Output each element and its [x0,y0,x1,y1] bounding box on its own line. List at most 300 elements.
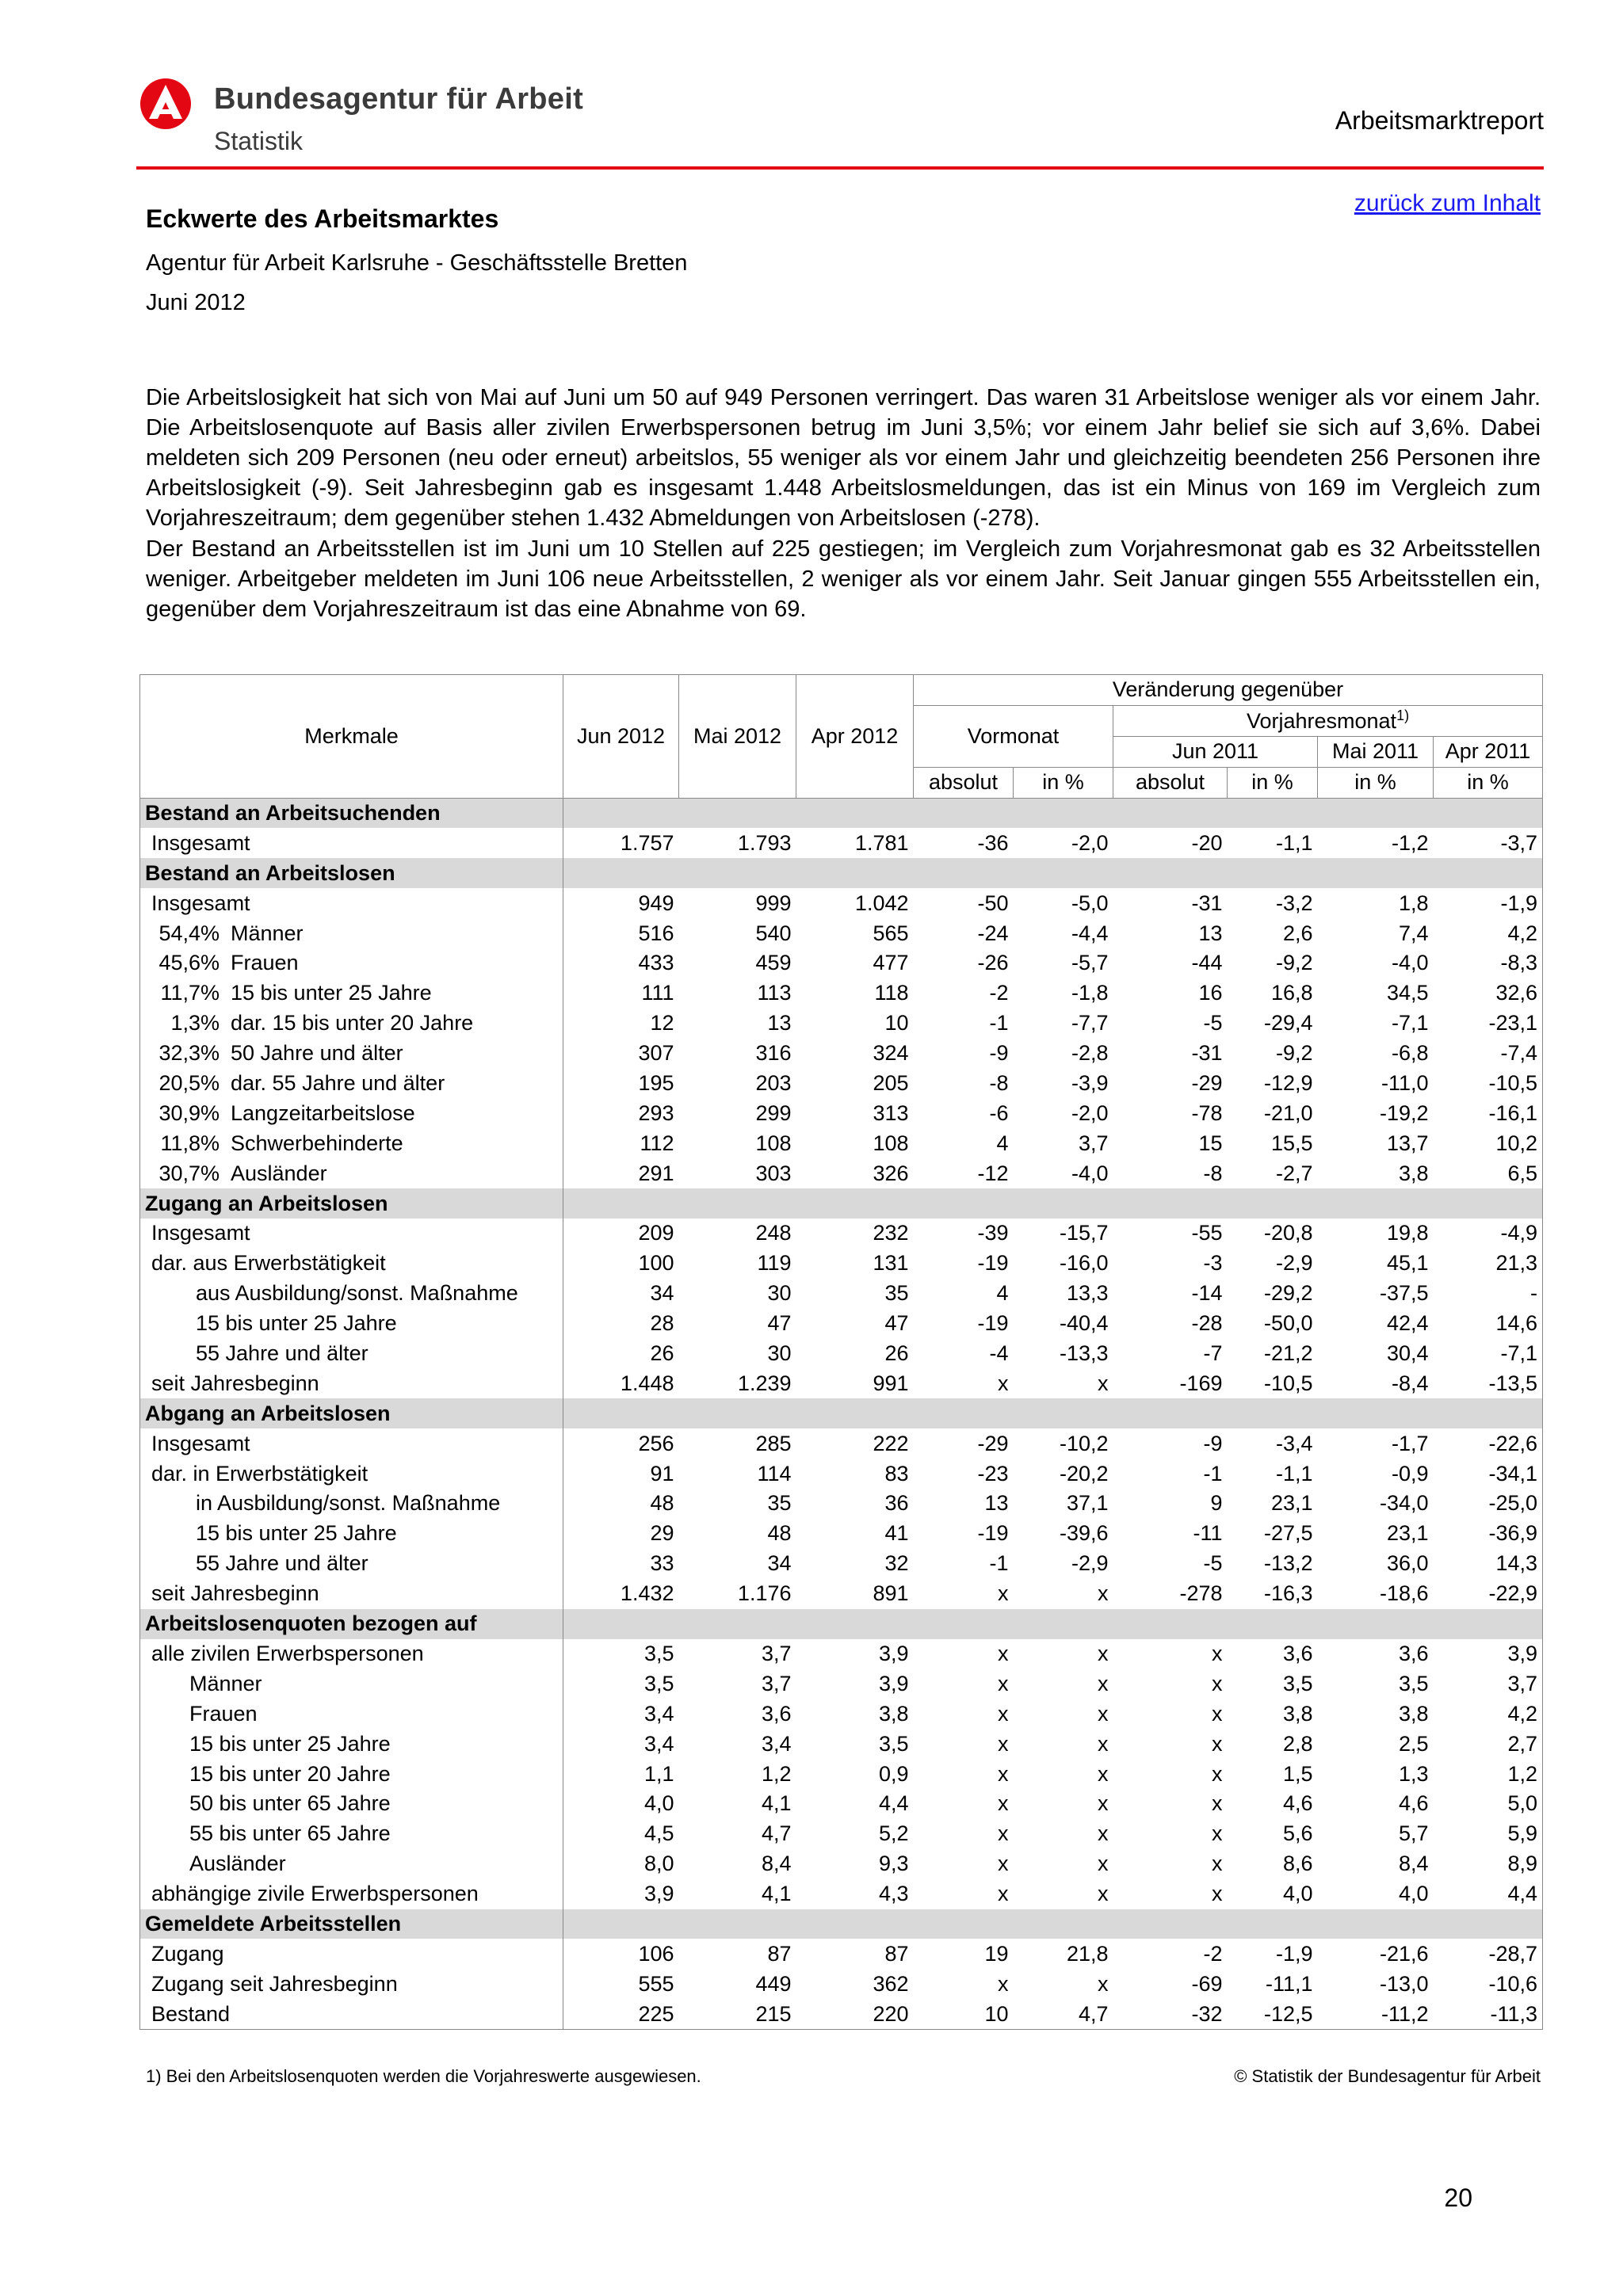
table-cell: 1.042 [854,891,909,915]
table-cell: 12 [650,1011,674,1035]
row-label-text: 50 bis unter 65 Jahre [189,1791,391,1816]
table-cell: 30 [767,1341,792,1366]
summary-paragraph-1: Die Arbeitslosigkeit hat sich von Mai auf Juni um 50 auf 949 Personen verringert. Das waren 31 Arbeitslose weniger als vor einem Jahr. Die Arbeitslosenquote auf Basis aller zivilen Erwerbspersonen betrug im Juni 3,5%; vor einem Jahr belief sie sich auf 3,6%. Dabei meldeten sich 209 Personen (neu oder erneut) arbeitslos, 55 weniger als vor einem Jahr und gleichzeitig beendeten 256 Personen ihre Arbeitslosigkeit (-9). Seit Jahresbeginn gab es insgesamt 1.448 Arbeitslosmeldungen, das ist ein Minus von 169 im Vergleich zum Vorjahreszeitraum; dem gegenüber stehen 1.432 Abmeldungen von Arbeitslosen (-278). [146,385,1541,531]
row-label [140,1939,563,1969]
table-cell: 991 [873,1371,909,1395]
table-cell: -37,5 [1379,1281,1429,1306]
table-cell: -2,9 [1071,1551,1109,1576]
table-row [140,1879,1543,1909]
row-share: 30,7% [158,1161,220,1185]
table-cell: 3,5 [878,1731,909,1756]
table-cell: 195 [638,1071,674,1096]
table-cell: 3,7 [761,1641,792,1665]
table-cell: -1 [989,1551,1009,1576]
table-cell: -278 [1179,1581,1223,1606]
table-cell: 3,4 [643,1701,674,1726]
page-title: Eckwerte des Arbeitsmarktes [146,204,499,233]
table-cell: 891 [873,1581,909,1606]
table-cell: -9 [989,1041,1009,1066]
row-label-text: Männer [189,1671,262,1695]
table-cell: -2,8 [1071,1041,1109,1066]
table-cell: 8,4 [761,1852,792,1876]
table-cell: 3,5 [1398,1671,1429,1695]
table-cell: 3,8 [1282,1701,1313,1726]
row-label [140,1069,563,1099]
table-cell: 5,7 [1398,1821,1429,1846]
copyright: © Statistik der Bundesagentur für Arbeit [1234,2066,1541,2086]
row-label-text: Insgesamt [151,891,250,915]
row-label-text: Insgesamt [151,830,250,855]
table-cell: -1,8 [1071,981,1109,1005]
table-cell: -22,6 [1434,1428,1543,1459]
table-cell: 4,0 [1398,1882,1429,1906]
table-cell: 14,6 [1434,1309,1543,1339]
table-row [140,1219,1543,1249]
table-cell: 555 [638,1971,674,1996]
row-label [140,1639,563,1669]
table-row [140,828,1543,858]
table-cell: 1,2 [1434,1759,1543,1789]
table-cell: 4,2 [1434,918,1543,948]
table-cell: -0,9 [1391,1461,1429,1486]
table-cell: -8 [1203,1161,1223,1185]
header-merkmale: Merkmale [140,675,563,799]
table-cell: 1.448 [620,1371,674,1395]
table-row [140,1249,1543,1279]
table-cell: -4,0 [1391,951,1429,975]
section-fill [563,858,1543,888]
table-cell: 23,1 [1270,1491,1313,1516]
table-cell: -12 [977,1161,1009,1185]
table-cell: 41 [884,1521,909,1546]
section-fill [563,1188,1543,1219]
table-cell: -4,4 [1071,921,1109,945]
table-cell: x [998,1641,1009,1665]
table-cell: 433 [638,951,674,975]
table-cell: 34 [650,1281,674,1306]
table-cell: 3,7 [1078,1131,1109,1155]
table-cell: x [1212,1761,1223,1786]
section-label: Gemeldete Arbeitsstellen [140,1909,563,1939]
table-cell: -78 [1191,1100,1223,1125]
table-cell: -20,2 [1059,1461,1109,1486]
page-header [136,73,1544,168]
table-cell: -11,0 [1381,1071,1429,1096]
table-cell: 4,2 [1434,1699,1543,1729]
table-cell: -18,6 [1379,1581,1429,1606]
table-cell: 5,6 [1282,1821,1313,1846]
table-cell: x [998,1671,1009,1695]
row-label-text: 15 bis unter 20 Jahre [189,1761,391,1786]
table-cell: 87 [884,1941,909,1966]
table-cell: 222 [873,1431,909,1455]
table-cell: x [1098,1371,1109,1395]
table-cell: -16,3 [1263,1581,1313,1606]
table-cell: x [998,1581,1009,1606]
row-label-text: Bestand [151,2001,231,2026]
table-cell: 4,0 [1282,1882,1313,1906]
table-cell: 949 [638,891,674,915]
table-cell: 3,9 [643,1882,674,1906]
table-cell: 9 [1210,1491,1223,1516]
table-cell: -19 [977,1251,1009,1276]
table-cell: 15 [1198,1131,1223,1155]
table-cell: -39 [977,1221,1009,1245]
table-cell: -26 [977,951,1009,975]
row-label-text: Insgesamt [151,1221,250,1245]
table-cell: 87 [767,1941,792,1966]
table-cell: 225 [563,1999,679,2029]
table-cell: 4,3 [878,1882,909,1906]
table-cell: -24 [977,921,1009,945]
row-share: 45,6% [158,951,220,975]
table-cell: x [1098,1791,1109,1816]
row-label [140,1249,563,1279]
row-label [140,1729,563,1759]
table-cell: x [998,1731,1009,1756]
table-cell: 3,5 [643,1671,674,1695]
table-cell: -7,1 [1391,1011,1429,1035]
table-cell: 1.781 [854,830,909,855]
table-cell: -1,7 [1391,1431,1429,1455]
table-cell: -169 [1179,1371,1223,1395]
table-cell: 19 [984,1941,1009,1966]
table-cell: x [998,1852,1009,1876]
header-vormonat-absolut: absolut [914,767,1014,798]
table-cell: 35 [767,1491,792,1516]
table-cell: 5,0 [1434,1789,1543,1819]
table-cell: -29 [1191,1071,1223,1096]
table-cell: -12,5 [1228,1999,1318,2029]
table-cell: 106 [638,1941,674,1966]
table-cell: x [1098,1701,1109,1726]
table-cell: -28,7 [1434,1939,1543,1969]
table-cell: 999 [755,891,792,915]
table-cell: 459 [755,951,792,975]
table-cell: 19,8 [1386,1221,1429,1245]
table-row [140,1789,1543,1819]
table-cell: -16,0 [1059,1251,1109,1276]
section-label: Bestand an Arbeitslosen [140,858,563,888]
table-cell: 111 [641,981,674,1005]
table-cell: 34,5 [1386,981,1429,1005]
section-row [140,1188,1543,1219]
table-cell: x [1212,1641,1223,1665]
table-cell: -2,9 [1275,1251,1313,1276]
table-cell: -2,0 [1071,830,1109,855]
table-cell: 220 [796,1999,914,2029]
table-row [140,1039,1543,1069]
row-label [140,1549,563,1579]
table-cell: 48 [650,1491,674,1516]
table-cell: x [1212,1731,1223,1756]
table-cell: 35 [884,1281,909,1306]
row-label [140,1219,563,1249]
table-row [140,1669,1543,1699]
table-cell: -13,2 [1263,1551,1313,1576]
table-cell: 1.757 [620,830,674,855]
row-label [140,828,563,858]
table-cell: 114 [757,1461,792,1486]
table-cell: 113 [757,981,792,1005]
table-cell: 4,0 [643,1791,674,1816]
table-cell: 100 [638,1251,674,1276]
row-label-text: dar. 55 Jahre und älter [231,1071,445,1096]
table-cell: x [1212,1821,1223,1846]
table-cell: 8,9 [1434,1849,1543,1879]
table-cell: 3,4 [761,1731,792,1756]
report-name: Arbeitsmarktreport [1335,106,1544,135]
table-row [140,1128,1543,1158]
table-cell: 1.432 [620,1581,674,1606]
key-figures-table [139,674,1543,2030]
table-cell: 4 [996,1281,1009,1306]
table-cell: x [1212,1701,1223,1726]
section-row [140,1909,1543,1939]
table-row [140,1489,1543,1519]
table-cell: 291 [638,1161,674,1185]
row-label-text: seit Jahresbeginn [151,1371,319,1395]
table-cell: 3,4 [643,1731,674,1756]
row-label [140,918,563,948]
table-cell: -40,4 [1059,1311,1109,1336]
table-cell: 1,2 [761,1761,792,1786]
table-cell: 26 [884,1341,909,1366]
row-share: 32,3% [158,1041,220,1066]
table-cell: -23 [977,1461,1009,1486]
table-cell: 540 [755,921,792,945]
table-cell: 256 [638,1431,674,1455]
table-cell: -4,0 [1071,1161,1109,1185]
section-fill [563,1398,1543,1428]
table-row [140,948,1543,978]
table-body [140,798,1543,2030]
row-label-text: Insgesamt [151,1431,250,1455]
table-cell: 2,5 [1398,1731,1429,1756]
table-row [140,1639,1543,1669]
table-cell: 316 [755,1041,792,1066]
table-cell: -36,9 [1434,1519,1543,1549]
table-cell: x [1098,1821,1109,1846]
table-cell: 7,4 [1398,921,1429,945]
table-cell: 248 [755,1221,792,1245]
table-cell: 8,0 [643,1852,674,1876]
table-cell: 3,7 [761,1671,792,1695]
table-cell: 307 [638,1041,674,1066]
table-row [140,1428,1543,1459]
row-label-text: Frauen [231,951,299,975]
header-jun-2012: Jun 2012 [563,675,679,799]
table-cell: 516 [638,921,674,945]
table-cell: -2 [989,981,1009,1005]
table-cell: -8,4 [1391,1371,1429,1395]
table-cell: 324 [873,1041,909,1066]
row-label-text: aus Ausbildung/sonst. Maßnahme [196,1281,518,1306]
header-apr2011-pct: in % [1434,767,1543,798]
row-label-text: dar. 15 bis unter 20 Jahre [231,1011,474,1035]
table-cell: 30 [767,1281,792,1306]
row-label [140,1579,563,1609]
table-cell: -11 [1193,1521,1223,1546]
table-cell: 3,9 [878,1671,909,1695]
table-cell: x [998,1971,1009,1996]
table-cell: 477 [873,951,909,975]
table-cell: -11,3 [1434,1999,1543,2029]
table-cell: 48 [767,1521,792,1546]
row-label-text: Zugang seit Jahresbeginn [151,1971,398,1996]
table-cell: 37,1 [1066,1491,1109,1516]
row-label-text: seit Jahresbeginn [151,1581,319,1606]
table-cell: -1,1 [1275,1461,1313,1486]
table-row [140,978,1543,1009]
table-cell: 4,1 [761,1882,792,1906]
row-share: 54,4% [158,921,220,945]
table-cell: -2,0 [1071,1100,1109,1125]
table-cell: 131 [873,1251,909,1276]
table-cell: -11,2 [1318,1999,1434,2029]
table-row [140,1699,1543,1729]
table-row [140,1519,1543,1549]
table-cell: 4,6 [1398,1791,1429,1816]
section-fill [563,1909,1543,1939]
table-cell: -2,7 [1275,1161,1313,1185]
table-cell: -3,4 [1275,1431,1313,1455]
table-cell: x [1098,1641,1109,1665]
row-label-text: Langzeitarbeitslose [231,1100,415,1125]
table-cell: -6,8 [1391,1041,1429,1066]
row-label [140,1459,563,1489]
table-cell: 10 [884,1011,909,1035]
table-cell: -19,2 [1379,1100,1429,1125]
table-row [140,1939,1543,1969]
table-cell: x [1098,1882,1109,1906]
back-to-contents-link[interactable]: zurück zum Inhalt [1354,190,1541,216]
row-label-text: 15 bis unter 25 Jahre [196,1521,397,1546]
header-rule [136,166,1544,170]
table-cell: 32,6 [1434,978,1543,1009]
table-cell: -5,7 [1071,951,1109,975]
page-subtitle: Agentur für Arbeit Karlsruhe - Geschäftsstelle Bretten [146,250,688,276]
table-cell: -31 [1191,1041,1223,1066]
section-label: Arbeitslosenquoten bezogen auf [140,1609,563,1639]
table-cell: -10,5 [1434,1069,1543,1099]
section-label: Abgang an Arbeitslosen [140,1398,563,1428]
section-fill [563,798,1543,828]
row-label-text: Ausländer [189,1852,286,1876]
table-cell: 21,3 [1434,1249,1543,1279]
table-cell: -4 [989,1341,1009,1366]
table-cell: 21,8 [1066,1941,1109,1966]
table-cell: 6,5 [1434,1158,1543,1188]
table-cell: 118 [874,981,909,1005]
table-cell: -5 [1203,1011,1223,1035]
table-cell: 45,1 [1386,1251,1429,1276]
table-cell: 3,5 [1282,1671,1313,1695]
table-cell: -7,1 [1434,1339,1543,1369]
table-cell: 3,6 [761,1701,792,1726]
row-label [140,1158,563,1188]
table-cell: -44 [1191,951,1223,975]
table-cell: 1,8 [1398,891,1429,915]
table-cell: x [1098,1971,1109,1996]
table-cell: 3,8 [1398,1701,1429,1726]
table-cell: 4 [996,1131,1009,1155]
table-cell: 9,3 [878,1852,909,1876]
table-cell: 112 [640,1131,674,1155]
table-cell: 1.793 [737,830,792,855]
table-row [140,1069,1543,1099]
row-label-text: 15 bis unter 25 Jahre [231,981,432,1005]
table-cell: 4,7 [1014,1999,1113,2029]
table-cell: 8,4 [1398,1852,1429,1876]
table-cell: -21,2 [1263,1341,1313,1366]
table-cell: 13 [767,1011,792,1035]
row-label [140,1339,563,1369]
row-label-text: 15 bis unter 25 Jahre [189,1731,391,1756]
table-cell: x [1098,1731,1109,1756]
table-cell: 108 [755,1131,792,1155]
table-cell: 36,0 [1386,1551,1429,1576]
table-cell: - [1434,1279,1543,1309]
row-label [140,1819,563,1849]
row-label [140,978,563,1009]
table-cell: 205 [873,1071,909,1096]
table-cell: 1,1 [643,1761,674,1786]
header-vormonat: Vormonat [914,705,1113,767]
table-cell: x [998,1761,1009,1786]
table-cell: -4,9 [1434,1219,1543,1249]
table-cell: -7 [1203,1341,1223,1366]
table-cell: 108 [873,1131,909,1155]
table-cell: -9,2 [1275,1041,1313,1066]
table-cell: 4,4 [1434,1879,1543,1909]
row-label [140,1969,563,1999]
table-cell: -13,0 [1379,1971,1429,1996]
row-label [140,1879,563,1909]
table-cell: 83 [884,1461,909,1486]
row-label-text: Schwerbehinderte [231,1131,403,1155]
table-row [140,1339,1543,1369]
table-cell: 36 [884,1491,909,1516]
table-cell: 13,3 [1066,1281,1109,1306]
table-cell: 30,4 [1386,1341,1429,1366]
table-cell: -22,9 [1434,1579,1543,1609]
table-row [140,1579,1543,1609]
table-cell: -36 [977,830,1009,855]
table-cell: -1,1 [1275,830,1313,855]
row-label-text: Ausländer [231,1161,327,1185]
table-cell: -5 [1203,1551,1223,1576]
table-cell: 2,7 [1434,1729,1543,1759]
table-cell: -10,2 [1059,1431,1109,1455]
table-cell: -32 [1113,1999,1228,2029]
table-row [140,1368,1543,1398]
table-cell: 3,5 [643,1641,674,1665]
row-label [140,1039,563,1069]
table-cell: 285 [755,1431,792,1455]
table-cell: 33 [650,1551,674,1576]
row-label [140,1759,563,1789]
table-cell: -28 [1191,1311,1223,1336]
row-label [140,1428,563,1459]
header-mai2011-pct: in % [1318,767,1434,798]
header-apr-2011: Apr 2011 [1434,736,1543,767]
ba-logo-icon [136,78,195,130]
row-label-text: 55 Jahre und älter [196,1551,369,1576]
table-cell: -16,1 [1434,1098,1543,1128]
table-row [140,1098,1543,1128]
table-cell: 1.176 [737,1581,792,1606]
